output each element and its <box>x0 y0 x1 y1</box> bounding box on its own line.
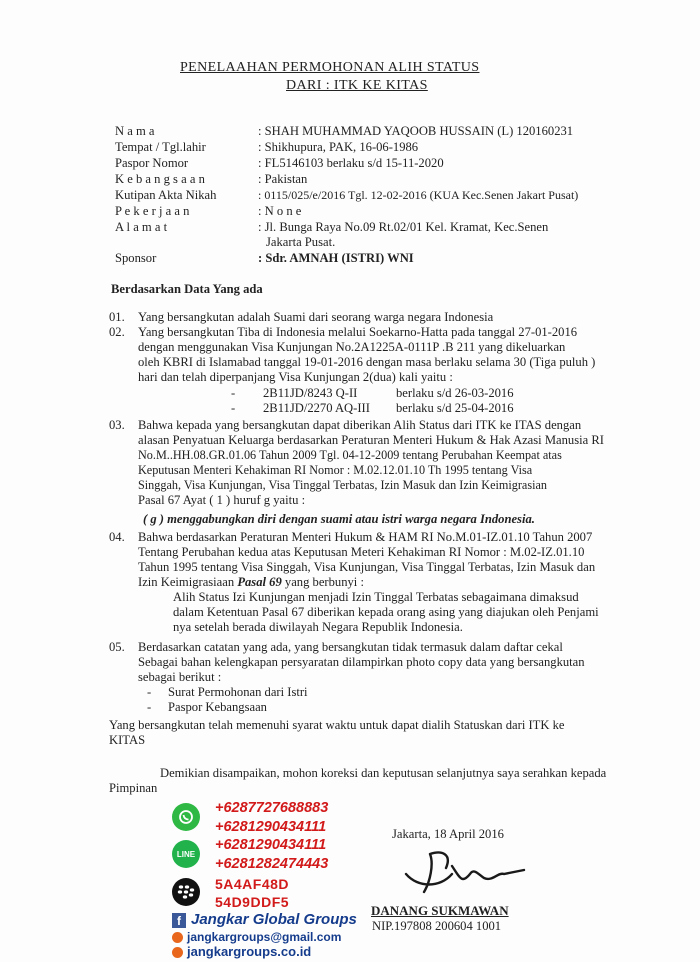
extension-valid-1: berlaku s/d 26-03-2016 <box>396 386 514 400</box>
conclusion-line-1: Yang bersangkutan telah memenuhi syarat waktu untuk dapat dialih Statuskan dari ITK ke <box>109 718 565 732</box>
item-01-text: Yang bersangkutan adalah Suami dari seorang warga negara Indonesia <box>138 310 494 324</box>
closing-line-2: Pimpinan <box>109 781 158 795</box>
item-number-05: 05. <box>109 640 125 654</box>
extension-dash-2: - <box>231 401 236 415</box>
blackberry-icon <box>172 878 200 906</box>
item-04-line-4 <box>138 575 364 590</box>
item-02-line-2: dengan menggunakan Visa Kunjungan No.2A1225A-0111P .B 211 yang dikeluarkan <box>138 340 566 354</box>
attachment-dash-2: - <box>147 700 152 714</box>
extension-valid-2: berlaku s/d 25-04-2016 <box>396 401 514 415</box>
item-04-quote-line-2: dalam Ketentuan Pasal 67 diberikan kepada orang asing yang diajukan oleh Penjami <box>173 605 599 619</box>
item-03-line-2: alasan Penyatuan Keluarga berdasarkan Peraturan Menteri Hukum & Hak Azasi Manusia RI <box>138 433 604 447</box>
bbm-pin-2[interactable]: 54D9DDF5 <box>215 894 290 910</box>
item-05-line-3: sebagai berikut : <box>138 670 222 684</box>
handwritten-signature <box>400 844 530 900</box>
identity-value-occupation: : N o n e <box>258 204 302 218</box>
identity-value-address: : Jl. Bunga Raya No.09 Rt.02/01 Kel. Kramat, Kec.Senen <box>258 220 549 234</box>
line-number-2[interactable]: +6281282474443 <box>215 856 329 872</box>
identity-label-marriage: Kutipan Akta Nikah <box>115 188 217 202</box>
item-03-line-3: No.M..HH.08.GR.01.06 Tahun 2009 Tgl. 04-12-2009 tentang Perubahan Keempat atas <box>138 448 562 462</box>
item-04-line-4-prefix: Izin Keimigrasiaan <box>138 575 238 589</box>
item-number-02: 02. <box>109 325 125 339</box>
item-03-line-1: Bahwa kepada yang bersangkutan dapat diberikan Alih Status dari ITK ke ITAS dengan <box>138 418 582 432</box>
item-03-line-6: Pasal 67 Ayat ( 1 ) huruf g yaitu : <box>138 493 306 507</box>
item-05-line-1: Berdasarkan catatan yang ada, yang bersangkutan tidak termasuk dalam daftar cekal <box>138 640 563 654</box>
facebook-icon: f <box>172 913 186 928</box>
basis-heading: Berdasarkan Data Yang ada <box>111 282 263 296</box>
closing-line-1: Demikian disampaikan, mohon koreksi dan keputusan selanjutnya saya serahkan kepada <box>160 766 607 780</box>
email-address[interactable]: jangkargroups@gmail.com <box>187 930 342 944</box>
identity-value-birth: : Shikhupura, PAK, 16-06-1986 <box>258 140 419 154</box>
document-subtitle: DARI : ITK KE KITAS <box>286 78 428 93</box>
signature-place-date: Jakarta, 18 April 2016 <box>392 827 504 841</box>
whatsapp-icon <box>172 803 200 831</box>
whatsapp-number[interactable]: +6287727688883 <box>215 800 329 816</box>
brand-name[interactable]: Jangkar Global Groups <box>191 911 357 928</box>
attachment-1: Surat Permohonan dari Istri <box>168 685 308 699</box>
signatory-nip: NIP.197808 200604 1001 <box>372 919 502 933</box>
item-number-03: 03. <box>109 418 125 432</box>
website-bullet-icon <box>172 947 183 958</box>
item-number-01: 01. <box>109 310 125 324</box>
item-02-line-1: Yang bersangkutan Tiba di Indonesia melalui Soekarno-Hatta pada tanggal 27-01-2016 <box>138 325 578 339</box>
extension-dash-1: - <box>231 386 236 400</box>
bbm-pin-1[interactable]: 5A4AF48D <box>215 876 290 892</box>
line-number[interactable]: +6281290434111 <box>215 837 327 853</box>
whatsapp-number-2[interactable]: +6281290434111 <box>215 819 327 835</box>
website-address[interactable]: jangkargroups.co.id <box>187 944 312 959</box>
item-03-line-4: Keputusan Menteri Kehakiman RI Nomor : M.02.12.01.10 Th 1995 tentang Visa <box>138 463 533 477</box>
item-02-line-3: oleh KBRI di Islamabad tanggal 19-01-2016 dengan masa berlaku selama 30 (Tiga puluh ) <box>138 355 596 369</box>
conclusion-line-2: KITAS <box>109 733 146 747</box>
identity-value-marriage: : 0115/025/e/2016 Tgl. 12-02-2016 (KUA Kec.Senen Jakart Pusat) <box>258 188 579 202</box>
item-04-quote-line-1: Alih Status Izi Kunjungan menjadi Izin Tinggal Terbatas sebagaimana dimaksud <box>173 590 579 604</box>
item-02-line-4: hari dan telah diperpanjang Visa Kunjungan 2(dua) kali yaitu : <box>138 370 453 384</box>
extension-code-2: 2B11JD/2270 AQ-III <box>263 401 370 415</box>
email-bullet-icon <box>172 932 183 943</box>
attachment-dash-1: - <box>147 685 152 699</box>
identity-label-sponsor: Sponsor <box>115 251 157 265</box>
identity-value-name: : SHAH MUHAMMAD YAQOOB HUSSAIN (L) 120160231 <box>258 124 574 138</box>
item-04-line-1: Bahwa berdasarkan Peraturan Menteri Hukum & HAM RI No.M.01-IZ.01.10 Tahun 2007 <box>138 530 593 544</box>
item-03-quote: ( g ) menggabungkan diri dengan suami atau istri warga negara Indonesia. <box>143 512 535 526</box>
item-05-line-2: Sebagai bahan kelengkapan persyaratan dilampirkan photo copy data yang bersangkutan <box>138 655 585 669</box>
identity-label-nationality: K e b a n g s a a n <box>115 172 205 186</box>
item-03-line-5: Singgah, Visa Kunjungan, Visa Tinggal Terbatas, Izin Masuk dan Izin Keimigrasian <box>138 478 547 492</box>
identity-value-address-city: Jakarta Pusat. <box>266 235 336 249</box>
identity-value-passport: : FL5146103 berlaku s/d 15-11-2020 <box>258 156 444 170</box>
item-04-quote-line-3: nya setelah berada diwilayah Negara Republik Indonesia. <box>173 620 463 634</box>
line-app-icon: LINE <box>172 840 200 868</box>
item-04-line-3: Tahun 1995 tentang Visa Singgah, Visa Kunjungan, Visa Tinggal Terbatas, Izin Masuk dan <box>138 560 596 574</box>
identity-label-passport: Paspor Nomor <box>115 156 189 170</box>
identity-label-birth: Tempat / Tgl.lahir <box>115 140 206 154</box>
identity-value-sponsor: : Sdr. AMNAH (ISTRI) WNI <box>258 251 414 265</box>
document-title: PENELAAHAN PERMOHONAN ALIH STATUS <box>180 60 480 75</box>
attachment-2: Paspor Kebangsaan <box>168 700 267 714</box>
item-number-04: 04. <box>109 530 125 544</box>
signatory-name: DANANG SUKMAWAN <box>371 903 509 918</box>
identity-label-address: A l a m a t <box>115 220 168 234</box>
identity-label-name: N a m a <box>115 124 155 138</box>
extension-code-1: 2B11JD/8243 Q-II <box>263 386 358 400</box>
item-04-line-2: Tentang Perubahan kedua atas Keputusan Meteri Kehakiman RI Nomor : M.02-IZ.01.10 <box>138 545 585 559</box>
item-04-article-ref: Pasal 69 <box>237 575 282 589</box>
identity-value-nationality: : Pakistan <box>258 172 308 186</box>
identity-label-occupation: P e k e r j a a n <box>115 204 190 218</box>
item-04-line-4-suffix: yang berbunyi : <box>281 575 364 589</box>
